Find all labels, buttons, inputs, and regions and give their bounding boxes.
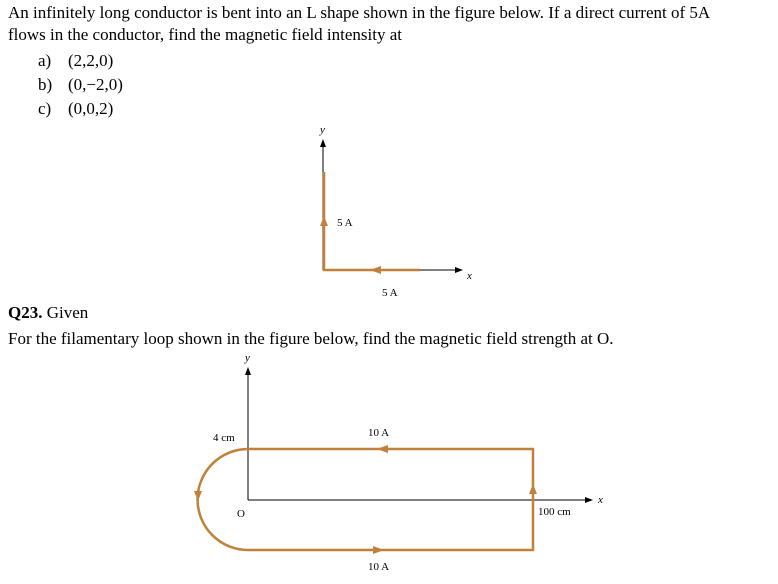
problem1-line2: flows in the conductor, find the magnetic field intensity at bbox=[8, 25, 402, 44]
part-c-value: (0,0,2) bbox=[68, 99, 114, 118]
fig2-origin-label: O bbox=[237, 508, 245, 520]
fig2-x-label: x bbox=[598, 494, 603, 506]
part-c-label: c) bbox=[38, 99, 52, 118]
fig1-current-vertical-label: 5 A bbox=[337, 217, 353, 229]
problem2-given: Given bbox=[46, 303, 89, 322]
problem2-text: For the filamentary loop shown in the figure below, find the magnetic field strength at O. bbox=[8, 329, 614, 348]
fig2-bottom-current-arrow-icon bbox=[373, 546, 384, 554]
problem1-line1: An infinitely long conductor is bent into an L shape shown in the figure below. If a direct current of 5A bbox=[8, 3, 711, 22]
fig1-y-label: y bbox=[320, 124, 325, 136]
fig2-top-current-arrow-icon bbox=[377, 445, 388, 453]
part-a-value: (2,2,0) bbox=[68, 51, 114, 70]
fig2-y-label: y bbox=[245, 352, 250, 364]
fig2-length-label: 100 cm bbox=[538, 506, 571, 518]
part-a-label: a) bbox=[38, 51, 52, 70]
part-b-value: (0,−2,0) bbox=[68, 75, 123, 94]
figure2-filamentary-loop bbox=[194, 352, 603, 573]
fig1-current-horizontal-label: 5 A bbox=[382, 287, 398, 299]
figure1-l-conductor bbox=[319, 124, 472, 299]
fig2-right-current-arrow-icon bbox=[529, 484, 537, 494]
part-b-label: b) bbox=[38, 75, 53, 94]
fig1-current-arrow-up-icon bbox=[320, 216, 328, 226]
fig2-semicircle-current-arrow-icon bbox=[194, 491, 202, 501]
problem2-number: Q23. bbox=[8, 303, 43, 322]
fig2-radius-label: 4 cm bbox=[213, 432, 235, 444]
fig2-bottom-current-label: 10 A bbox=[368, 561, 390, 573]
fig1-current-arrow-left-icon bbox=[370, 266, 381, 274]
fig2-top-current-label: 10 A bbox=[368, 427, 390, 439]
fig1-x-label: x bbox=[467, 270, 472, 282]
